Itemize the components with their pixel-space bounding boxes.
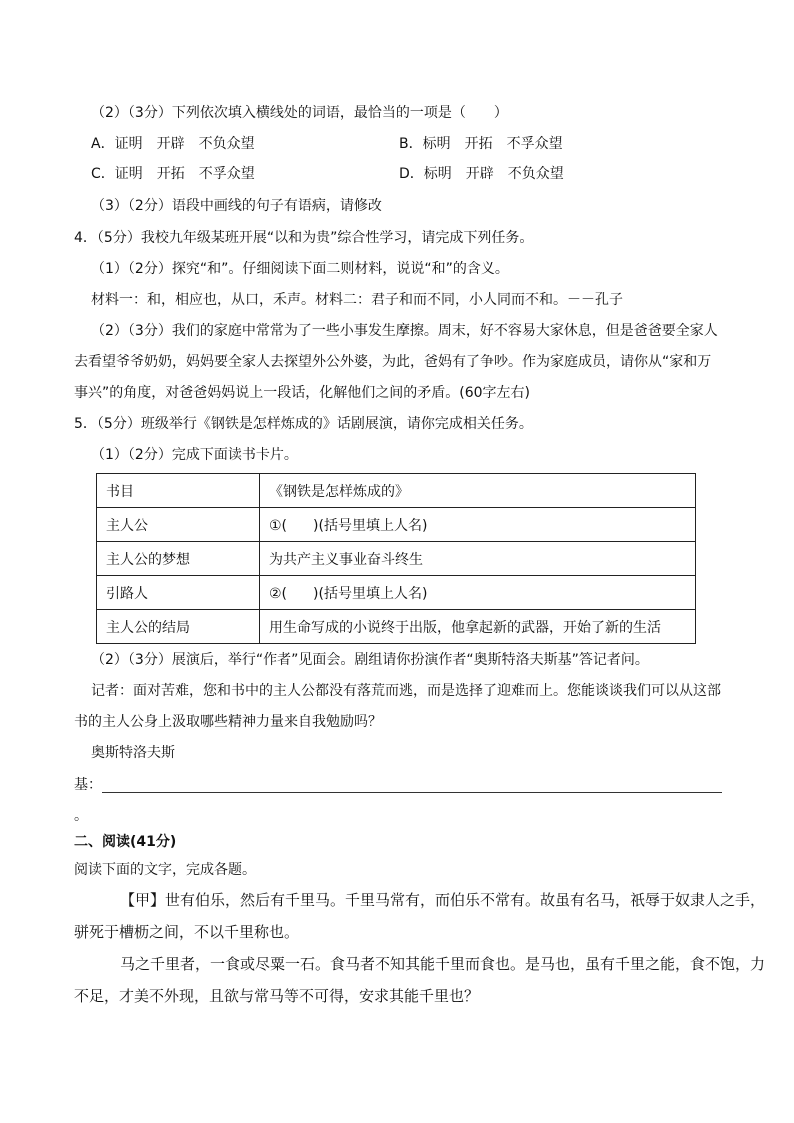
card-value-protagonist[interactable] bbox=[260, 508, 696, 542]
passage-p1-line2: 骈死于槽枥之间，不以千里称也。 bbox=[74, 923, 300, 941]
q4-stem: 4．（5分）我校九年级某班开展“以和为贵”综合性学习，请完成下列任务。 bbox=[74, 230, 534, 246]
reading-card-table bbox=[96, 473, 696, 644]
section-instruction: 阅读下面的文字，完成各题。 bbox=[74, 862, 256, 878]
q3-sub3: （3）（2分）语段中画线的句子有语病，请修改 bbox=[91, 198, 382, 214]
reporter-line1: 记者：面对苦难，您和书中的主人公都没有落荒而逃，而是选择了迎难而上。您能谈谈我们可以从这部 bbox=[91, 683, 721, 699]
card-value-mentor[interactable] bbox=[260, 576, 696, 610]
card-key-protagonist: 主人公 bbox=[97, 508, 260, 542]
blank-label-1: ①( bbox=[269, 517, 288, 534]
table-row bbox=[97, 474, 696, 508]
card-key-dream: 主人公的梦想 bbox=[97, 542, 260, 576]
card-key-mentor: 引路人 bbox=[97, 576, 260, 610]
table-row bbox=[97, 610, 696, 644]
q4-sub2-line3: 事兴”的角度，对爸爸妈妈说上一段话，化解他们之间的矛盾。(60字左右) bbox=[74, 385, 530, 401]
passage-p1-line1: 【甲】世有伯乐，然后有千里马。千里马常有，而伯乐不常有。故虽有名马，祇辱于奴隶人之手， bbox=[120, 891, 766, 909]
q3-option-d: D．标明 开辟 不负众望 bbox=[399, 166, 564, 182]
blank-label-2: ②( bbox=[269, 585, 288, 602]
q5-stem: 5．（5分）班级举行《钢铁是怎样炼成的》话剧展演，请你完成相关任务。 bbox=[74, 416, 533, 432]
card-key-ending: 主人公的结局 bbox=[97, 610, 260, 644]
end-mark: 。 bbox=[74, 808, 88, 824]
table-row bbox=[97, 576, 696, 610]
answer-line[interactable] bbox=[102, 792, 722, 793]
answer-name: 奥斯特洛夫斯 bbox=[91, 745, 175, 761]
card-key-book: 书目 bbox=[97, 474, 260, 508]
passage-p2-line1: 马之千里者，一食或尽粟一石。食马者不知其能千里而食也。是马也，虽有千里之能，食不饱，力 bbox=[120, 955, 766, 973]
table-row bbox=[97, 542, 696, 576]
q3-option-b: B．标明 开拓 不孚众望 bbox=[399, 136, 563, 152]
card-value-ending: 用生命写成的小说终于出版，他拿起新的武器，开始了新的生活 bbox=[260, 610, 696, 644]
card-value-book: 《钢铁是怎样炼成的》 bbox=[260, 474, 696, 508]
section-heading: 二、阅读(41分) bbox=[74, 834, 177, 850]
q4-sub2-line2: 去看望爷爷奶奶，妈妈要全家人去探望外公外婆，为此，爸妈有了争吵。作为家庭成员，请你从“家和万 bbox=[74, 354, 712, 370]
q3-option-c: C．证明 开拓 不孚众望 bbox=[91, 166, 255, 182]
q3-option-a: A．证明 开辟 不负众望 bbox=[91, 136, 255, 152]
answer-name-end: 基： bbox=[74, 777, 102, 793]
table-row bbox=[97, 508, 696, 542]
q4-sub2-line1: （2）（3分）我们的家庭中常常为了一些小事发生摩擦。周末，好不容易大家休息，但是爸爸要全家人 bbox=[91, 323, 718, 339]
passage-p2-line2: 不足，才美不外现，且欲与常马等不可得，安求其能千里也？ bbox=[74, 987, 480, 1005]
q5-sub2: （2）（3分）展演后，举行“作者”见面会。剧组请你扮演作者“奥斯特洛夫斯基”答记者问。 bbox=[91, 652, 649, 668]
reporter-line2: 书的主人公身上汲取哪些精神力量来自我勉励吗？ bbox=[74, 714, 382, 730]
blank-hint-2: )(括号里填上人名) bbox=[313, 585, 428, 602]
q3-sub2: （2）（3分）下列依次填入横线处的词语，最恰当的一项是（ ） bbox=[91, 105, 508, 121]
q5-sub1: （1）（2分）完成下面读书卡片。 bbox=[91, 447, 298, 463]
q4-sub1: （1）（2分）探究“和”。仔细阅读下面二则材料，说说“和”的含义。 bbox=[91, 261, 509, 277]
q4-materials: 材料一：和，相应也，从口，禾声。材料二：君子和而不同，小人同而不和。－－孔子 bbox=[91, 292, 623, 308]
card-value-dream: 为共产主义事业奋斗终生 bbox=[260, 542, 696, 576]
blank-hint-1: )(括号里填上人名) bbox=[313, 517, 428, 534]
